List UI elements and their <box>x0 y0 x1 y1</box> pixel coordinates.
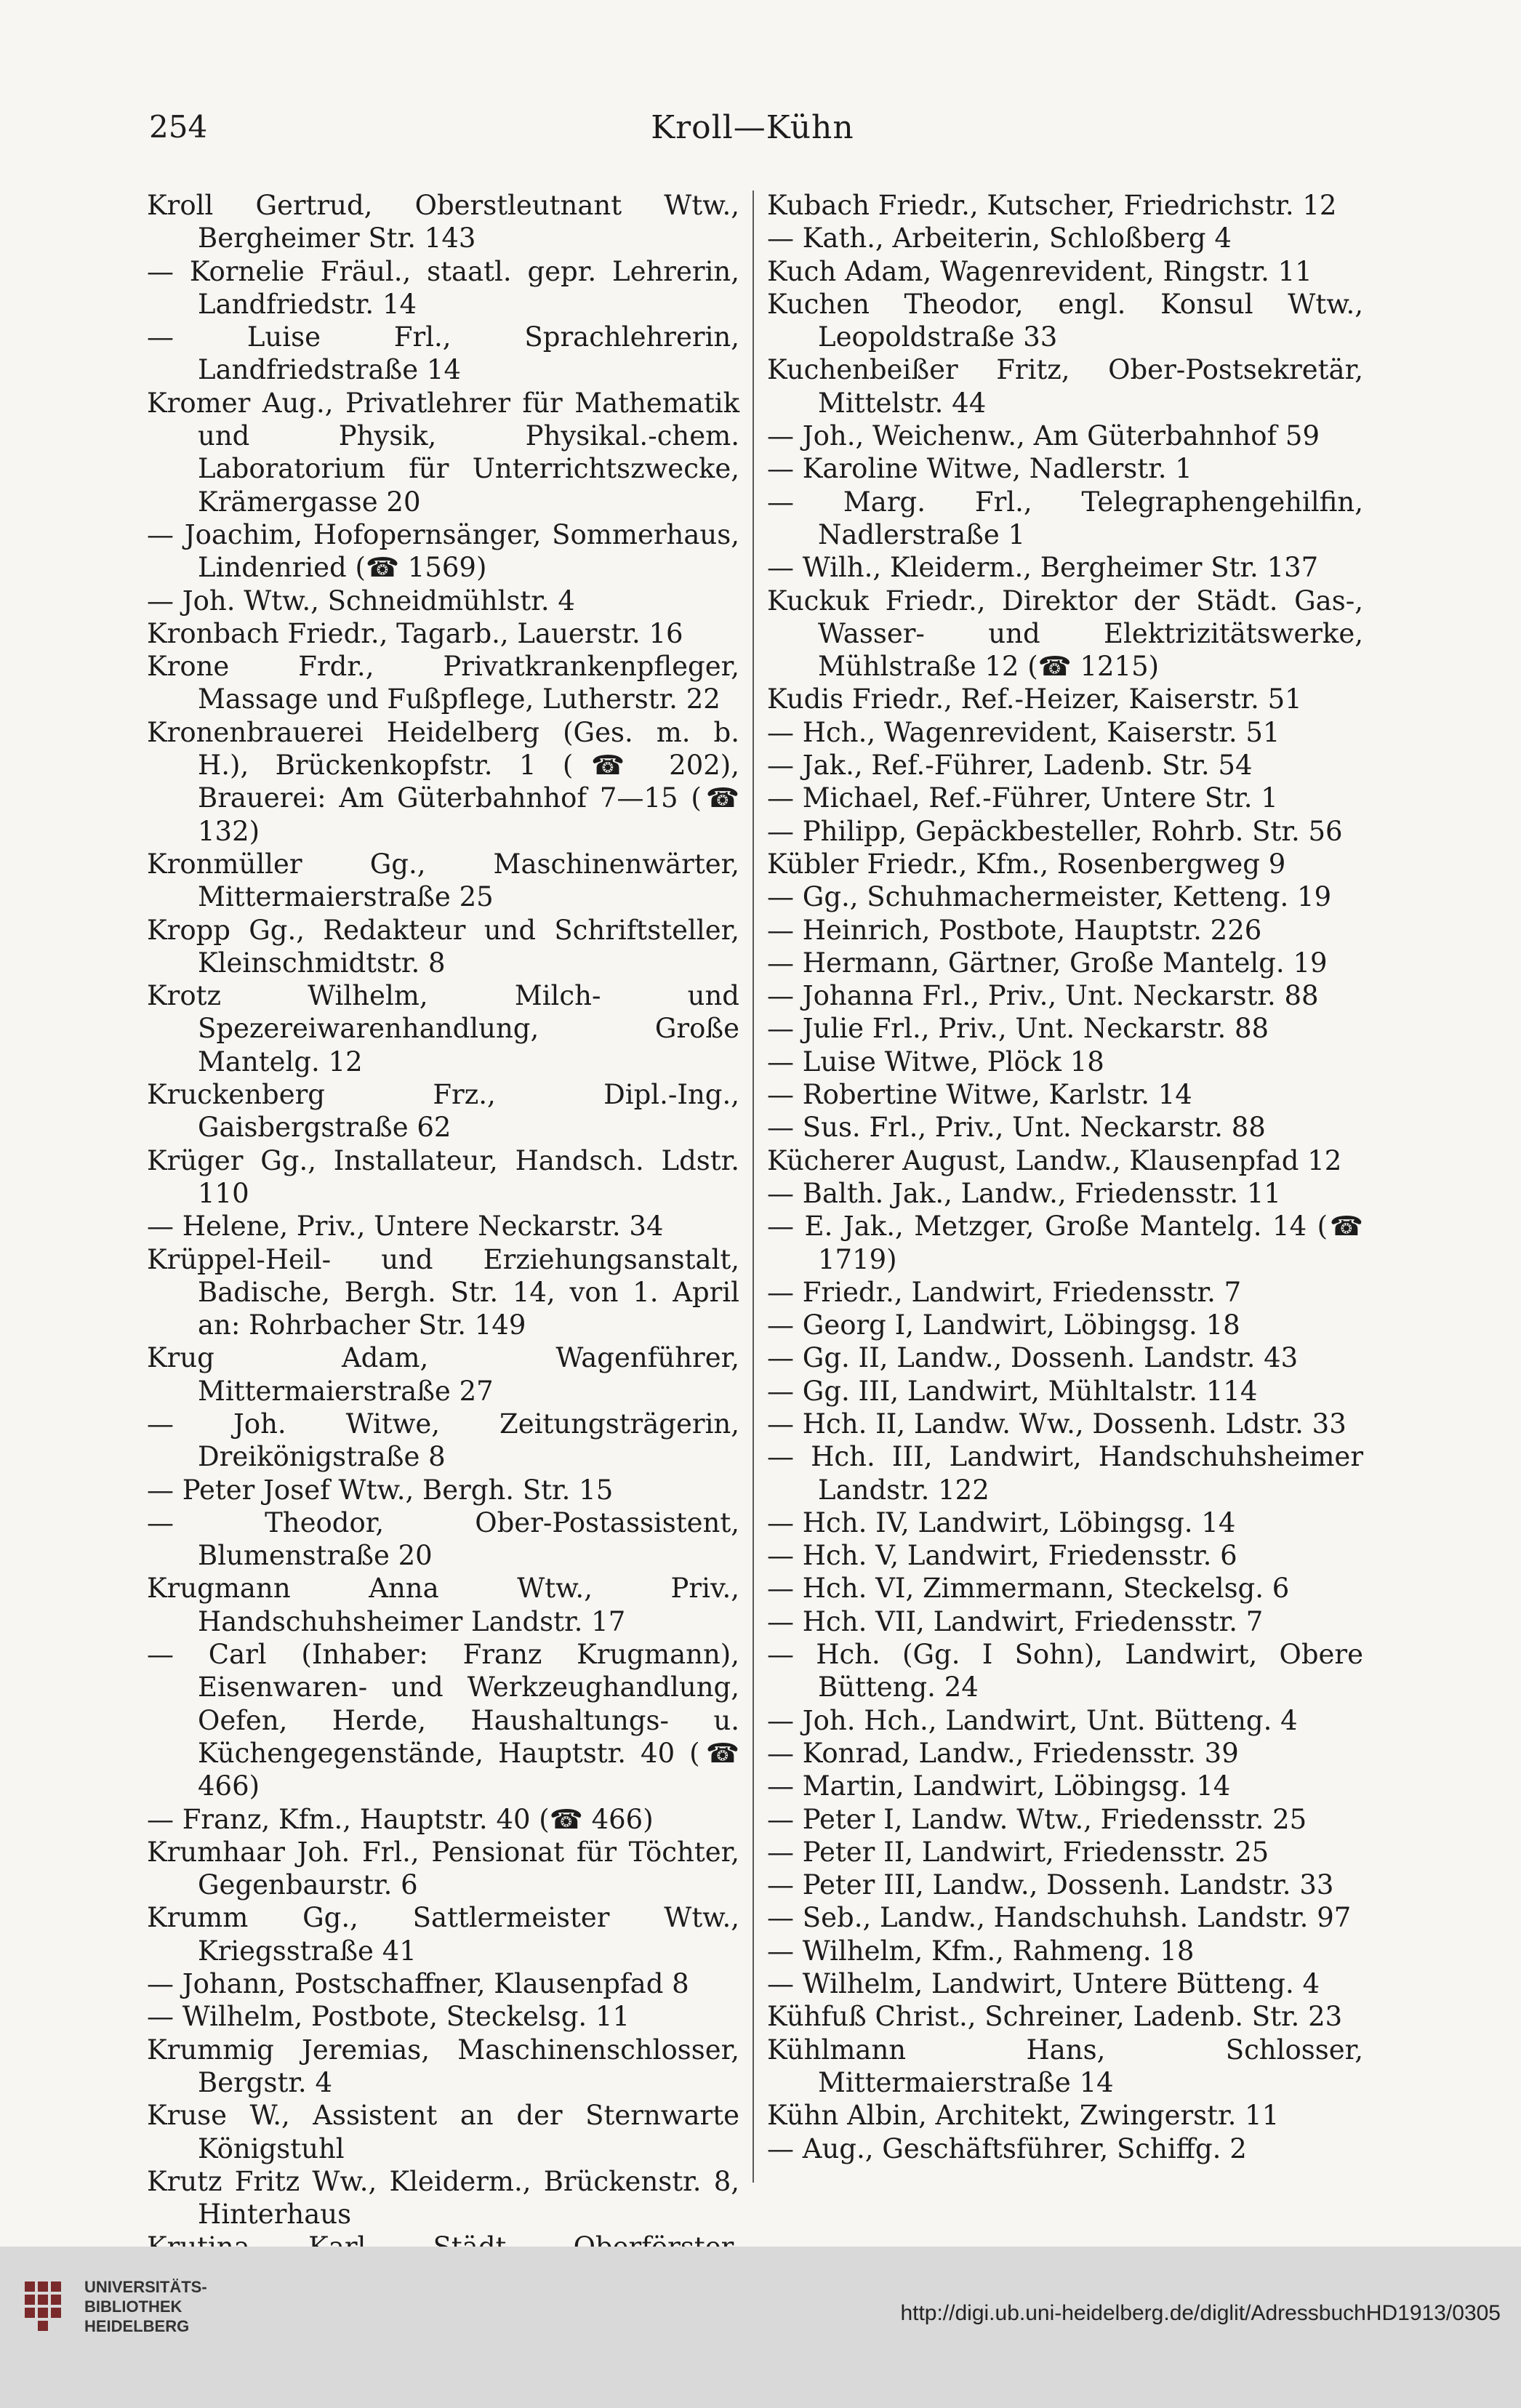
directory-entry: Krug Adam, Wagenführer, Mittermaierstraße 27 <box>147 1342 739 1407</box>
directory-entry: — Johann, Postschaffner, Klausenpfad 8 <box>147 1968 689 2000</box>
directory-entry: — Heinrich, Postbote, Hauptstr. 226 <box>767 914 1262 946</box>
directory-entry: Krumhaar Joh. Frl., Pensionat für Töchter, Gegenbaurstr. 6 <box>147 1836 739 1901</box>
directory-entry: — Joh. Witwe, Zeitungsträgerin, Dreikönigstraße 8 <box>147 1408 739 1473</box>
directory-entry: Kruse W., Assistent an der Sternwarte Königstuhl <box>147 2100 739 2164</box>
directory-entry: — Robertine Witwe, Karlstr. 14 <box>767 1079 1192 1111</box>
directory-entry: — Joh., Weichenw., Am Güterbahnhof 59 <box>767 420 1320 452</box>
directory-entry: — Hch. II, Landw. Ww., Dossenh. Ldstr. 33 <box>767 1408 1347 1440</box>
directory-entry: Kühn Albin, Architekt, Zwingerstr. 11 <box>767 2100 1280 2132</box>
left-column <box>147 189 739 2297</box>
column-divider <box>753 190 754 2183</box>
directory-entry: — Luise Frl., Sprachlehrerin, Landfriedstraße 14 <box>147 321 739 386</box>
directory-entry: — Philipp, Gepäckbesteller, Rohrb. Str. 56 <box>767 815 1343 847</box>
directory-entry: Krotz Wilhelm, Milch- und Spezereiwarenhandlung, Große Mantelg. 12 <box>147 980 739 1077</box>
directory-entry: Kübler Friedr., Kfm., Rosenbergweg 9 <box>767 848 1286 880</box>
directory-entry: — Wilh., Kleiderm., Bergheimer Str. 137 <box>767 552 1319 584</box>
directory-entry: — Joh. Hch., Landwirt, Unt. Bütteng. 4 <box>767 1704 1298 1736</box>
directory-entry: — Hch. V, Landwirt, Friedensstr. 6 <box>767 1540 1237 1572</box>
directory-entry: — Hch. IV, Landwirt, Löbingsg. 14 <box>767 1506 1236 1538</box>
directory-entry: Kudis Friedr., Ref.-Heizer, Kaiserstr. 51 <box>767 683 1302 715</box>
right-column <box>767 189 1363 2165</box>
library-name <box>84 2277 207 2336</box>
directory-entry: — Karoline Witwe, Nadlerstr. 1 <box>767 453 1192 485</box>
directory-entry: Kronmüller Gg., Maschinenwärter, Mittermaierstraße 25 <box>147 848 739 913</box>
directory-entry: — Peter I, Landw. Wtw., Friedensstr. 25 <box>767 1803 1307 1835</box>
directory-entry: — Carl (Inhaber: Franz Krugmann), Eisenwaren- und Werkzeughandlung, Oefen, Herde, Haushaltungs- u. Küchengegenstände, Hauptstr. 40 (☎ 466) <box>147 1639 739 1802</box>
source-url[interactable]: http://digi.ub.uni-heidelberg.de/diglit/AdressbuchHD1913/0305 <box>900 2301 1501 2325</box>
directory-entry: — Johanna Frl., Priv., Unt. Neckarstr. 88 <box>767 980 1319 1012</box>
directory-entry: Krüppel-Heil- und Erziehungsanstalt, Badische, Bergh. Str. 14, von 1. April an: Rohrbacher Str. 149 <box>147 1243 739 1341</box>
directory-entry: Kuchenbeißer Fritz, Ober-Postsekretär, Mittelstr. 44 <box>767 354 1363 419</box>
directory-entry: — Wilhelm, Kfm., Rahmeng. 18 <box>767 1935 1195 1967</box>
directory-entry: — Wilhelm, Postbote, Steckelsg. 11 <box>147 2001 630 2033</box>
directory-entry: Kronenbrauerei Heidelberg (Ges. m. b. H.), Brückenkopfstr. 1 (☎ 202), Brauerei: Am Güterbahnhof 7—15 (☎ 132) <box>147 716 739 847</box>
directory-entry: — Franz, Kfm., Hauptstr. 40 (☎ 466) <box>147 1803 654 1835</box>
directory-entry: — Kath., Arbeiterin, Schloßberg 4 <box>767 222 1232 254</box>
library-name-line: BIBLIOTHEK <box>84 2297 182 2316</box>
directory-entry: Kühfuß Christ., Schreiner, Ladenb. Str. 23 <box>767 2001 1343 2033</box>
directory-entry: — Hch. VII, Landwirt, Friedensstr. 7 <box>767 1605 1264 1637</box>
directory-entry: Kücherer August, Landw., Klausenpfad 12 <box>767 1144 1342 1176</box>
directory-entry: — Hch., Wagenrevident, Kaiserstr. 51 <box>767 716 1280 748</box>
directory-entry: — Marg. Frl., Telegraphengehilfin, Nadlerstraße 1 <box>767 486 1363 550</box>
directory-entry: — Gg. II, Landw., Dossenh. Landstr. 43 <box>767 1342 1299 1374</box>
directory-entry: Krummig Jeremias, Maschinenschlosser, Bergstr. 4 <box>147 2034 739 2098</box>
directory-entry: — Konrad, Landw., Friedensstr. 39 <box>767 1737 1239 1769</box>
directory-entry: Krugmann Anna Wtw., Priv., Handschuhsheimer Landstr. 17 <box>147 1573 739 1637</box>
directory-entry: Kropp Gg., Redakteur und Schriftsteller, Kleinschmidtstr. 8 <box>147 914 739 979</box>
directory-entry: Kronbach Friedr., Tagarb., Lauerstr. 16 <box>147 617 683 649</box>
directory-entry: — Georg I, Landwirt, Löbingsg. 18 <box>767 1309 1240 1341</box>
directory-entry: — Helene, Priv., Untere Neckarstr. 34 <box>147 1211 664 1243</box>
directory-entry: — Peter Josef Wtw., Bergh. Str. 15 <box>147 1474 614 1506</box>
library-name-line: UNIVERSITÄTS- <box>84 2278 207 2296</box>
directory-entry: — Gg. III, Landwirt, Mühltalstr. 114 <box>767 1375 1258 1407</box>
directory-entry: Kroll Gertrud, Oberstleutnant Wtw., Bergheimer Str. 143 <box>147 190 739 254</box>
directory-entry: — Julie Frl., Priv., Unt. Neckarstr. 88 <box>767 1013 1269 1045</box>
directory-entry: Kuchen Theodor, engl. Konsul Wtw., Leopoldstraße 33 <box>767 288 1363 353</box>
directory-entry: — Seb., Landw., Handschuhsh. Landstr. 97 <box>767 1902 1352 1934</box>
directory-entry: — Hch. (Gg. I Sohn), Landwirt, Obere Bütteng. 24 <box>767 1639 1363 1703</box>
directory-entry: Kuch Adam, Wagenrevident, Ringstr. 11 <box>767 255 1312 287</box>
directory-entry: — Wilhelm, Landwirt, Untere Bütteng. 4 <box>767 1968 1320 2000</box>
directory-entry: Kruckenberg Frz., Dipl.-Ing., Gaisbergstraße 62 <box>147 1079 739 1144</box>
directory-entry: — Aug., Geschäftsführer, Schiffg. 2 <box>767 2132 1247 2164</box>
directory-entry: — Joachim, Hofopernsänger, Sommerhaus, Lindenried (☎ 1569) <box>147 518 739 584</box>
directory-entry: Krutz Fritz Ww., Kleiderm., Brückenstr. 8, Hinterhaus <box>147 2165 739 2231</box>
footer-band <box>0 2247 1521 2408</box>
library-logo[interactable] <box>20 2274 209 2361</box>
directory-entry: — Peter III, Landw., Dossenh. Landstr. 33 <box>767 1869 1334 1901</box>
directory-entry: Krone Frdr., Privatkrankenpfleger, Massage und Fußpflege, Lutherstr. 22 <box>147 651 739 715</box>
directory-entry: — Theodor, Ober-Postassistent, Blumenstraße 20 <box>147 1506 739 1572</box>
directory-entry: Kubach Friedr., Kutscher, Friedrichstr. 12 <box>767 190 1337 221</box>
page-number: 254 <box>149 109 208 145</box>
university-seal-icon <box>20 2276 77 2343</box>
library-name-line: HEIDELBERG <box>84 2317 190 2335</box>
directory-entry: Krüger Gg., Installateur, Handsch. Ldstr. 110 <box>147 1144 739 1209</box>
directory-entry: — Michael, Ref.-Führer, Untere Str. 1 <box>767 782 1278 814</box>
directory-entry: — Balth. Jak., Landw., Friedensstr. 11 <box>767 1177 1281 1209</box>
page-header <box>149 109 1356 153</box>
directory-entry: — Hermann, Gärtner, Große Mantelg. 19 <box>767 947 1328 979</box>
directory-entry: — Hch. III, Landwirt, Handschuhsheimer Landstr. 122 <box>767 1441 1363 1506</box>
directory-entry: — Martin, Landwirt, Löbingsg. 14 <box>767 1770 1231 1802</box>
directory-entry: Kuckuk Friedr., Direktor der Städt. Gas-, Wasser- und Elektrizitätswerke, Mühlstraße 12 (☎ 1215) <box>767 585 1363 683</box>
directory-entry: — Gg., Schuhmachermeister, Ketteng. 19 <box>767 881 1332 913</box>
directory-entry: — Luise Witwe, Plöck 18 <box>767 1046 1104 1077</box>
directory-entry: — Jak., Ref.-Führer, Ladenb. Str. 54 <box>767 750 1253 782</box>
directory-entry: — Joh. Wtw., Schneidmühlstr. 4 <box>147 585 575 617</box>
directory-entry: Kühlmann Hans, Schlosser, Mittermaierstraße 14 <box>767 2034 1363 2098</box>
directory-entry: Krumm Gg., Sattlermeister Wtw., Kriegsstraße 41 <box>147 1902 739 1967</box>
directory-entry: — Sus. Frl., Priv., Unt. Neckarstr. 88 <box>767 1112 1266 1144</box>
directory-entry: Kromer Aug., Privatlehrer für Mathematik und Physik, Physikal.-chem. Laboratorium für Unterrichtszwecke, Krämergasse 20 <box>147 387 739 518</box>
directory-entry: — Friedr., Landwirt, Friedensstr. 7 <box>767 1276 1242 1308</box>
directory-entry: — E. Jak., Metzger, Große Mantelg. 14 (☎ 1719) <box>767 1211 1363 1275</box>
directory-entry: — Peter II, Landwirt, Friedensstr. 25 <box>767 1836 1269 1868</box>
directory-entry: — Hch. VI, Zimmermann, Steckelsg. 6 <box>767 1573 1290 1605</box>
running-head: Kroll—Kühn <box>651 109 854 146</box>
directory-entry: — Kornelie Fräul., staatl. gepr. Lehrerin, Landfriedstr. 14 <box>147 255 739 320</box>
